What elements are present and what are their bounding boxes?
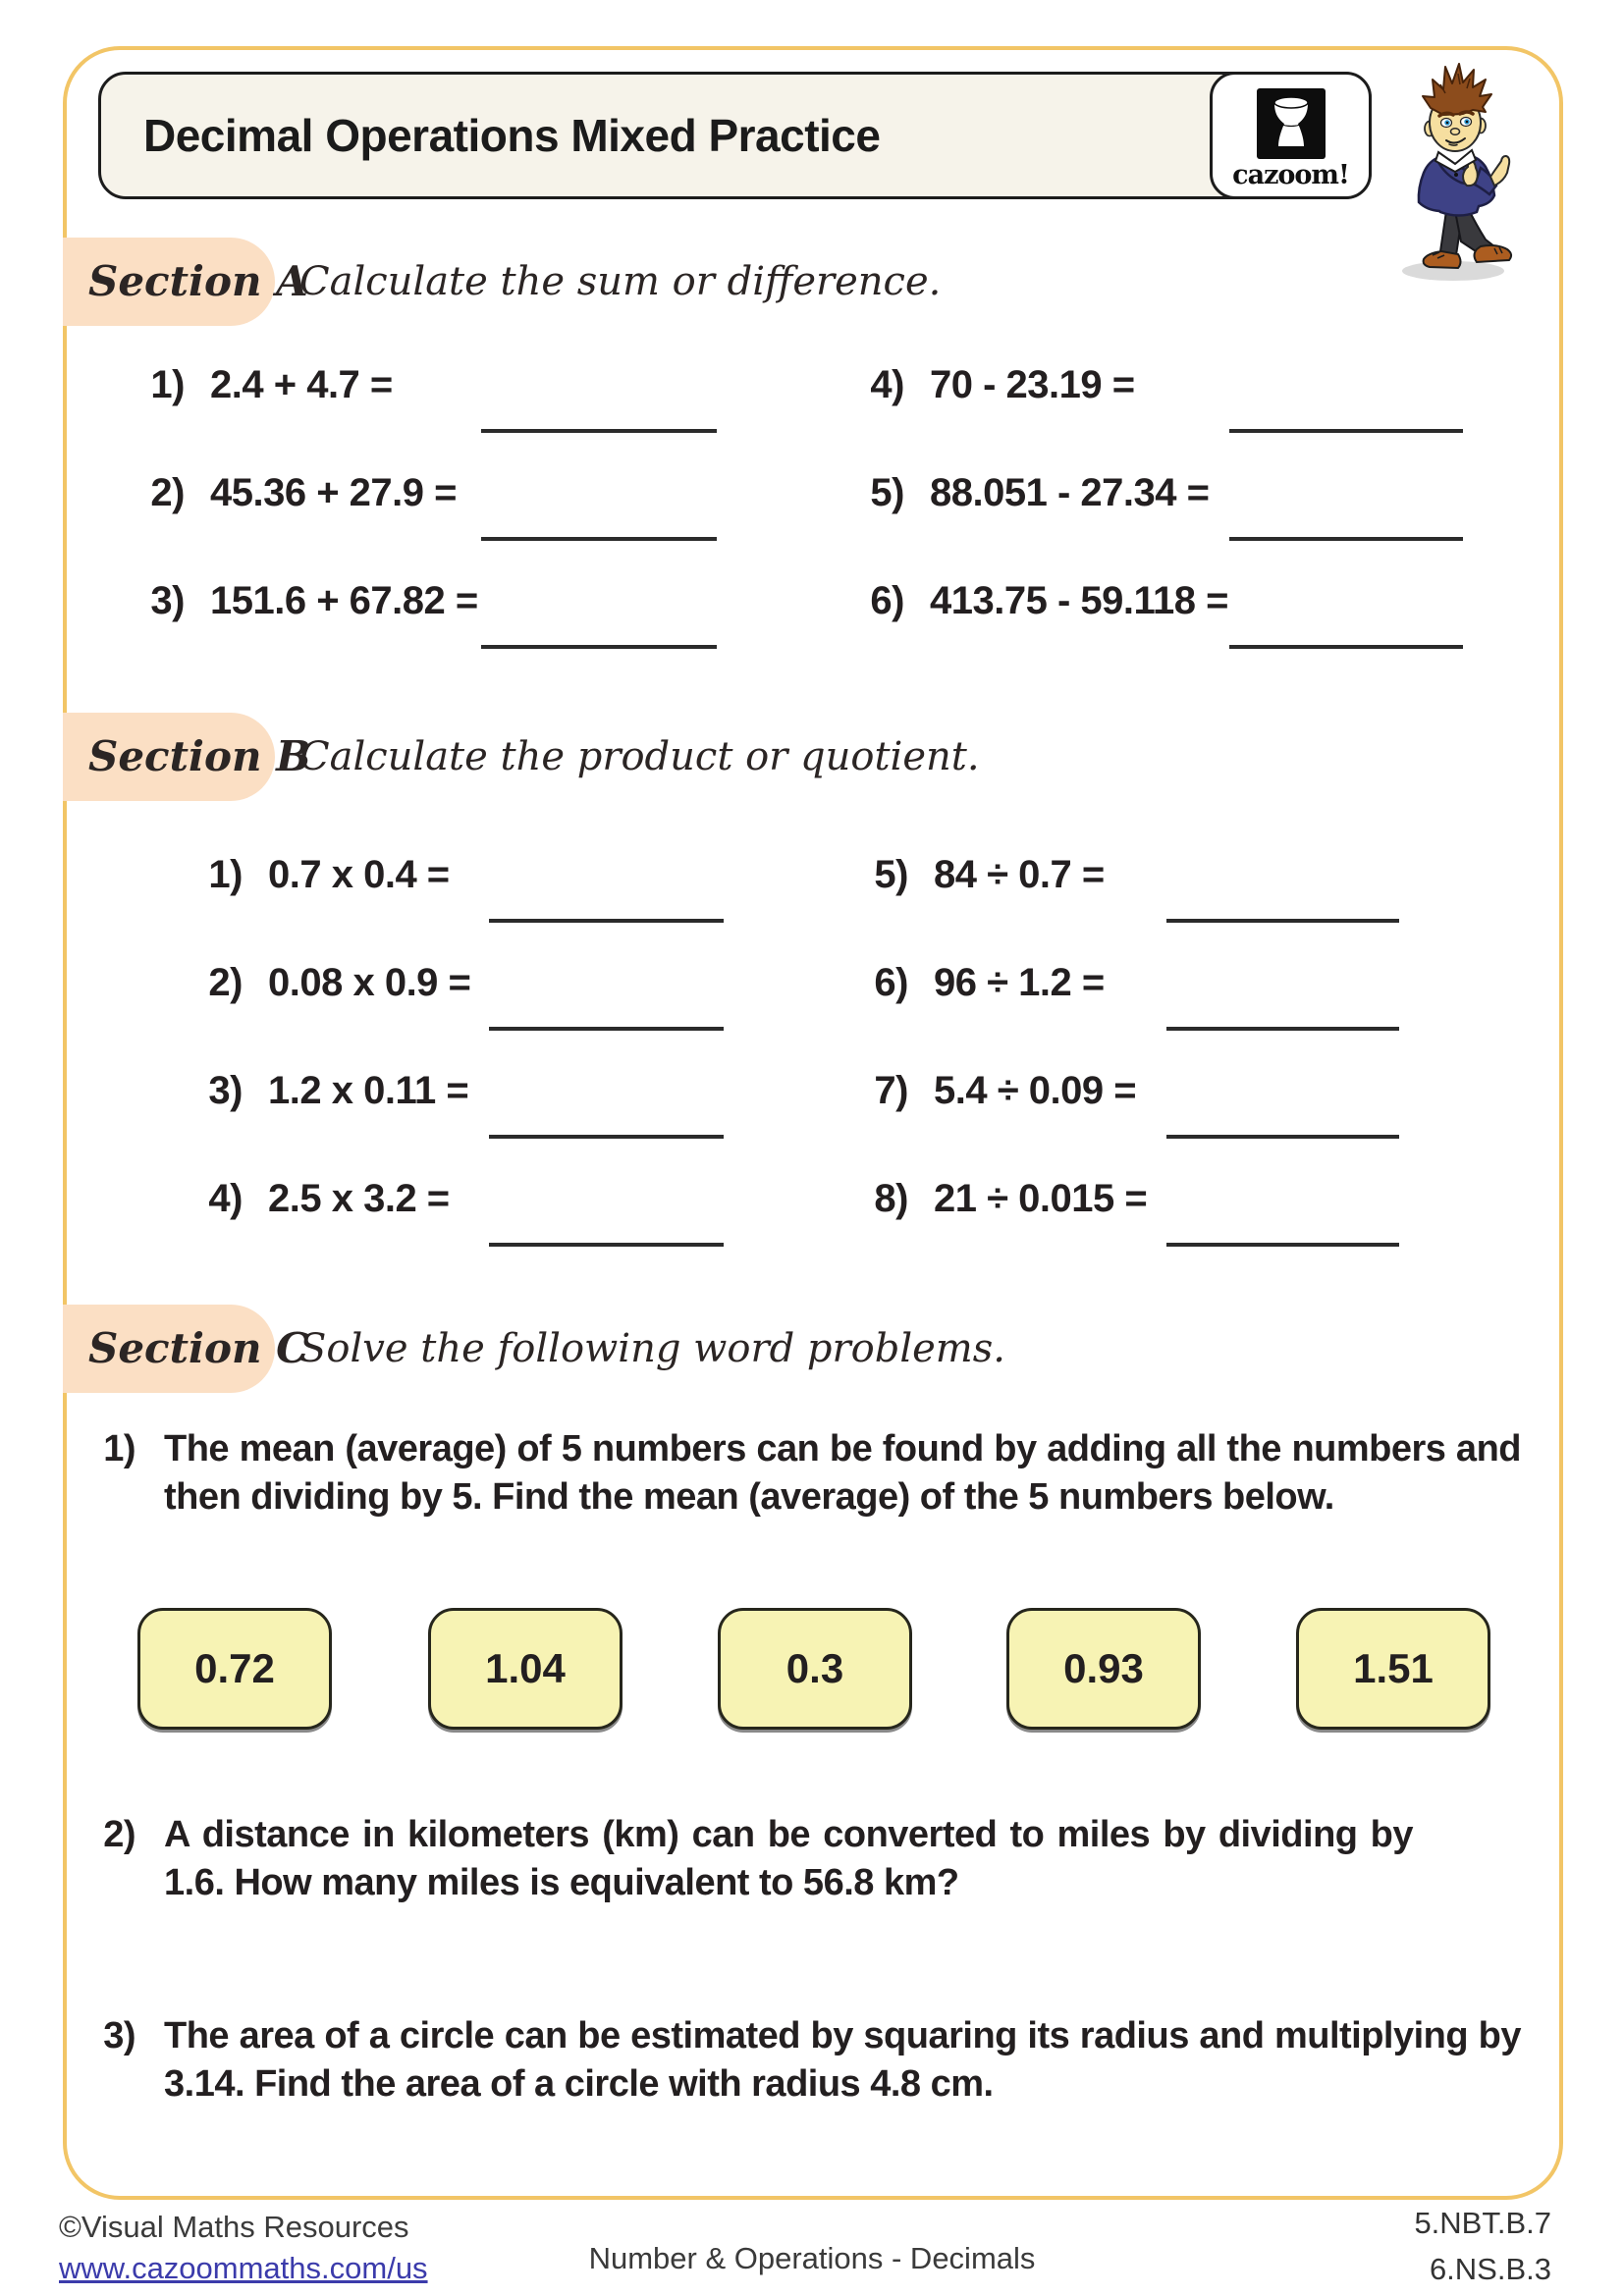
question-expression: 21 ÷ 0.015 = (934, 1177, 1148, 1220)
question-expression: 96 ÷ 1.2 = (934, 961, 1105, 1004)
question-b5 (851, 852, 1105, 897)
question-b7 (851, 1068, 1136, 1113)
question-number: 1) (150, 363, 185, 406)
question-expression: 2.4 + 4.7 = (210, 363, 393, 406)
answer-line (1166, 919, 1399, 923)
question-number: 3) (208, 1069, 243, 1112)
number-card: 0.72 (137, 1608, 332, 1730)
word-problem-3 (83, 2012, 1521, 2109)
question-expression: 0.7 x 0.4 = (268, 853, 450, 896)
question-expression: 45.36 + 27.9 = (210, 471, 458, 514)
question-b8 (851, 1176, 1147, 1221)
section-b-label: Section B (63, 713, 275, 801)
question-b4 (186, 1176, 450, 1221)
question-number: 7) (874, 1069, 908, 1112)
section-c-label: Section C (63, 1305, 275, 1393)
question-expression: 1.2 x 0.11 = (268, 1069, 469, 1112)
problem-text: The area of a circle can be estimated by squaring its radius and multiplying by 3.14. Find the area of a circle with radius 4.8 cm. (164, 2015, 1521, 2105)
answer-line (1166, 1027, 1399, 1031)
answer-line (489, 1027, 724, 1031)
section-a-instruction: Calculate the sum or difference. (299, 259, 942, 304)
logo-wordmark: cazoom! (1232, 160, 1349, 190)
number-card: 0.3 (718, 1608, 912, 1730)
problem-number: 1) (103, 1428, 135, 1469)
answer-line (489, 1135, 724, 1139)
answer-line (489, 1243, 724, 1247)
question-expression: 88.051 - 27.34 = (930, 471, 1210, 514)
standard-code-1: 5.NBT.B.7 (1414, 2206, 1551, 2240)
cazoom-logo (1210, 72, 1372, 199)
question-a1 (128, 362, 393, 407)
answer-line (1166, 1135, 1399, 1139)
word-problem-1 (83, 1425, 1521, 1522)
section-a-label: Section A (63, 238, 275, 326)
mascot-boy-icon (1398, 59, 1520, 285)
question-expression: 84 ÷ 0.7 = (934, 853, 1105, 896)
question-number: 6) (874, 961, 908, 1004)
problem-text: A distance in kilometers (km) can be converted to miles by dividing by 1.6. How many miles is equivalent to 56.8 km? (164, 1814, 1413, 1903)
question-number: 4) (208, 1177, 243, 1220)
drum-icon (1257, 88, 1326, 159)
answer-line (481, 429, 717, 433)
answer-line (1229, 429, 1463, 433)
question-expression: 2.5 x 3.2 = (268, 1177, 450, 1220)
answer-line (1229, 537, 1463, 541)
problem-number: 3) (103, 2015, 135, 2056)
title-box (98, 72, 1372, 199)
question-expression: 0.08 x 0.9 = (268, 961, 471, 1004)
footer-topic: Number & Operations - Decimals (588, 2241, 1036, 2275)
number-card: 1.04 (428, 1608, 623, 1730)
question-number: 5) (870, 471, 904, 514)
website-link[interactable]: www.cazoommaths.com/us (59, 2251, 428, 2285)
question-expression: 413.75 - 59.118 = (930, 579, 1228, 622)
question-a2 (128, 470, 457, 515)
question-a6 (847, 578, 1228, 623)
number-card: 0.93 (1006, 1608, 1201, 1730)
answer-line (481, 537, 717, 541)
question-b2 (186, 960, 470, 1005)
question-number: 2) (208, 961, 243, 1004)
question-number: 3) (150, 579, 185, 622)
problem-text: The mean (average) of 5 numbers can be found by adding all the numbers and then dividing by 5. Find the mean (average) of the 5 numbers below. (164, 1428, 1521, 1518)
question-number: 8) (874, 1177, 908, 1220)
question-expression: 70 - 23.19 = (930, 363, 1135, 406)
question-number: 4) (870, 363, 904, 406)
question-b6 (851, 960, 1105, 1005)
question-b1 (186, 852, 450, 897)
question-expression: 151.6 + 67.82 = (210, 579, 478, 622)
page-title: Decimal Operations Mixed Practice (143, 110, 881, 161)
answer-line (1229, 645, 1463, 649)
question-number: 2) (150, 471, 185, 514)
question-number: 6) (870, 579, 904, 622)
question-b3 (186, 1068, 468, 1113)
number-card: 1.51 (1296, 1608, 1490, 1730)
question-number: 1) (208, 853, 243, 896)
question-number: 5) (874, 853, 908, 896)
question-a5 (847, 470, 1209, 515)
answer-line (489, 919, 724, 923)
section-b-instruction: Calculate the product or quotient. (299, 734, 980, 779)
question-expression: 5.4 ÷ 0.09 = (934, 1069, 1137, 1112)
word-problem-2 (83, 1811, 1413, 1907)
question-a3 (128, 578, 478, 623)
answer-line (1166, 1243, 1399, 1247)
standard-code-2: 6.NS.B.3 (1429, 2252, 1551, 2286)
answer-line (481, 645, 717, 649)
problem-number: 2) (103, 1814, 135, 1855)
question-a4 (847, 362, 1135, 407)
copyright-text: ©Visual Maths Resources (59, 2210, 409, 2244)
section-c-instruction: Solve the following word problems. (299, 1326, 1005, 1371)
